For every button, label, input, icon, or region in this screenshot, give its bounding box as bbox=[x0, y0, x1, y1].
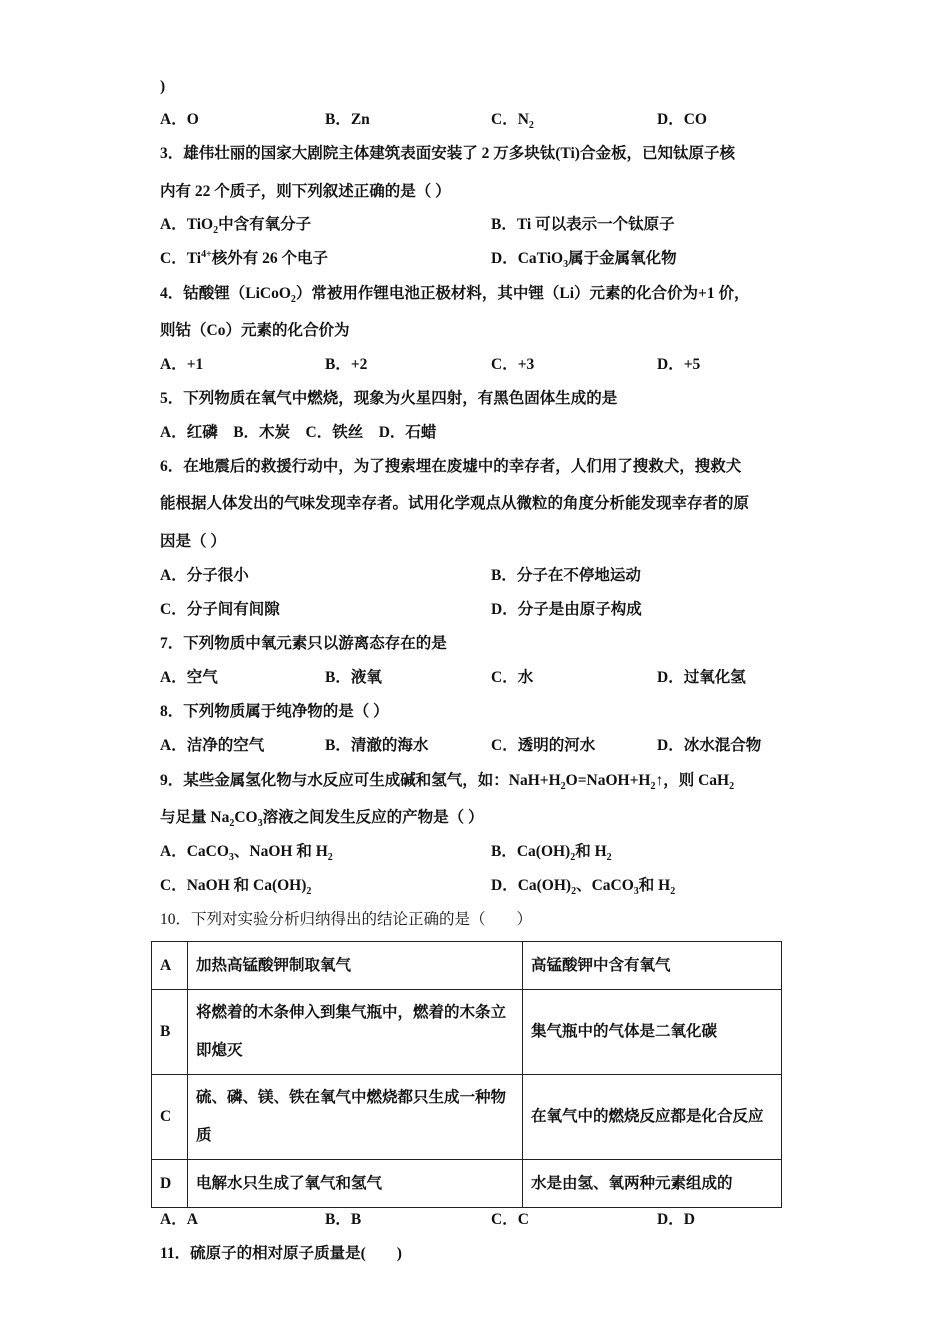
q6-option-a[interactable]: A．分子很小 bbox=[160, 567, 249, 584]
q8-option-d[interactable]: D．冰水混合物 bbox=[657, 737, 762, 754]
q8-options bbox=[160, 736, 790, 756]
row-experiment: 将燃着的木条伸入到集气瓶中，燃着的木条立即熄灭 bbox=[188, 990, 523, 1075]
q6-stem-line1: 6．在地震后的救援行动中，为了搜索埋在废墟中的幸存者，人们用了搜救犬，搜救犬 bbox=[160, 458, 742, 475]
q9-option-d[interactable]: D．$Ca(OH)_2$、CaCO$_3$和 $H_2$ bbox=[491, 877, 676, 898]
q9-stem-line2: 与足量 $Na_2CO_3$溶液之间发生反应的产物是（ ） bbox=[160, 809, 484, 830]
q6-option-b[interactable]: B．分子在不停地运动 bbox=[491, 567, 641, 584]
q10-stem: 10．下列对实验分析归纳得出的结论正确的是（ ） bbox=[160, 911, 533, 928]
q3-options-ab bbox=[160, 215, 790, 235]
q6-options-cd bbox=[160, 600, 790, 620]
q2-options bbox=[160, 110, 790, 130]
q10-option-c[interactable]: C．C bbox=[491, 1211, 529, 1228]
q4-option-a[interactable]: A．+1 bbox=[160, 356, 204, 373]
row-experiment: 硫、磷、镁、铁在氧气中燃烧都只生成一种物质 bbox=[188, 1075, 523, 1160]
q5-stem: 5．下列物质在氧气中燃烧，现象为火星四射，有黑色固体生成的是 bbox=[160, 390, 618, 407]
q4-option-d[interactable]: D．+5 bbox=[657, 356, 701, 373]
q7-stem: 7．下列物质中氧元素只以游离态存在的是 bbox=[160, 635, 447, 652]
q6-option-d[interactable]: D．分子是由原子构成 bbox=[491, 601, 642, 618]
q6-option-c[interactable]: C．分子间有间隙 bbox=[160, 601, 280, 618]
q9-option-b[interactable]: B．$Ca(OH)_2$和 $H_2$ bbox=[491, 843, 612, 864]
q2-option-c[interactable]: C．$N_2$ bbox=[491, 111, 534, 132]
q7-option-c[interactable]: C．水 bbox=[491, 669, 534, 686]
q10-experiment-table bbox=[151, 941, 782, 1208]
q3-option-a[interactable]: A．TiO$_2$中含有氧分子 bbox=[160, 216, 312, 237]
table-row bbox=[152, 1160, 782, 1208]
row-experiment: 加热高锰酸钾制取氧气 bbox=[188, 942, 523, 990]
row-conclusion: 水是由氢、氧两种元素组成的 bbox=[523, 1160, 782, 1208]
table-row bbox=[152, 990, 782, 1075]
q3-stem-line2: 内有 22 个质子，则下列叙述正确的是（ ） bbox=[160, 183, 451, 200]
q2-option-a[interactable]: A．O bbox=[160, 111, 199, 128]
q7-options bbox=[160, 668, 790, 688]
q3-option-d[interactable]: D．CaTiO$_3$属于金属氧化物 bbox=[491, 250, 677, 271]
q2-option-d[interactable]: D．CO bbox=[657, 111, 707, 128]
q4-option-c[interactable]: C．+3 bbox=[491, 356, 535, 373]
table-row bbox=[152, 1075, 782, 1160]
q10-option-d[interactable]: D．D bbox=[657, 1211, 695, 1228]
q6-options-ab bbox=[160, 566, 790, 586]
row-conclusion: 在氧气中的燃烧反应都是化合反应 bbox=[523, 1075, 782, 1160]
row-key: A bbox=[152, 942, 188, 990]
q11-stem: 11．硫原子的相对原子质量是( ) bbox=[160, 1245, 402, 1262]
q8-option-c[interactable]: C．透明的河水 bbox=[491, 737, 596, 754]
q3-option-c[interactable]: C．$Ti^{4+}$核外有 26 个电子 bbox=[160, 248, 329, 267]
q4-option-b[interactable]: B．+2 bbox=[325, 356, 368, 373]
q6-stem-line2: 能根据人体发出的气味发现幸存者。试用化学观点从微粒的角度分析能发现幸存者的原 bbox=[160, 495, 750, 512]
q2-paren: ) bbox=[160, 78, 166, 95]
row-conclusion: 集气瓶中的气体是二氧化碳 bbox=[523, 990, 782, 1075]
q6-stem-line3: 因是（ ） bbox=[160, 533, 226, 550]
q10-options bbox=[160, 1210, 790, 1230]
q4-stem-line2: 则钴（Co）元素的化合价为 bbox=[160, 322, 350, 339]
q8-option-b[interactable]: B．清澈的海水 bbox=[325, 737, 429, 754]
q9-option-c[interactable]: C．NaOH 和 $Ca(OH)_2$ bbox=[160, 877, 312, 898]
q9-options-ab bbox=[160, 842, 790, 862]
q9-stem-line1: 9．某些金属氢化物与水反应可生成碱和氢气，如：$NaH+H_2O=NaOH+H_2↑$，则 CaH$_2$ bbox=[160, 772, 735, 793]
q4-stem-line1: 4．钴酸锂（LiCoO$_2$）常被用作锂电池正极材料，其中锂（Li）元素的化合价为+1 价， bbox=[160, 285, 750, 306]
q10-option-a[interactable]: A．A bbox=[160, 1211, 198, 1228]
row-key: D bbox=[152, 1160, 188, 1208]
q10-option-b[interactable]: B．B bbox=[325, 1211, 362, 1228]
q3-stem-line1: 3．雄伟壮丽的国家大剧院主体建筑表面安装了 2 万多块钛(Ti)合金板，已知钛原子核 bbox=[160, 145, 735, 162]
q7-option-b[interactable]: B．液氧 bbox=[325, 669, 382, 686]
row-key: C bbox=[152, 1075, 188, 1160]
q9-option-a[interactable]: A．CaCO$_3$、NaOH 和 $H_2$ bbox=[160, 843, 333, 864]
q3-options-cd bbox=[160, 249, 790, 269]
row-key: B bbox=[152, 990, 188, 1075]
q7-option-d[interactable]: D．过氧化氢 bbox=[657, 669, 746, 686]
q8-stem: 8．下列物质属于纯净物的是（ ） bbox=[160, 703, 389, 720]
table-row bbox=[152, 942, 782, 990]
q3-option-b[interactable]: B．Ti 可以表示一个钛原子 bbox=[491, 216, 675, 233]
row-experiment: 电解水只生成了氧气和氢气 bbox=[188, 1160, 523, 1208]
q8-option-a[interactable]: A．洁净的空气 bbox=[160, 737, 265, 754]
q9-options-cd bbox=[160, 876, 790, 896]
q7-option-a[interactable]: A．空气 bbox=[160, 669, 218, 686]
q2-option-b[interactable]: B．Zn bbox=[325, 111, 370, 128]
q4-options bbox=[160, 355, 790, 375]
row-conclusion: 高锰酸钾中含有氧气 bbox=[523, 942, 782, 990]
q5-options[interactable]: A．红磷 B．木炭 C．铁丝 D．石蜡 bbox=[160, 424, 437, 441]
